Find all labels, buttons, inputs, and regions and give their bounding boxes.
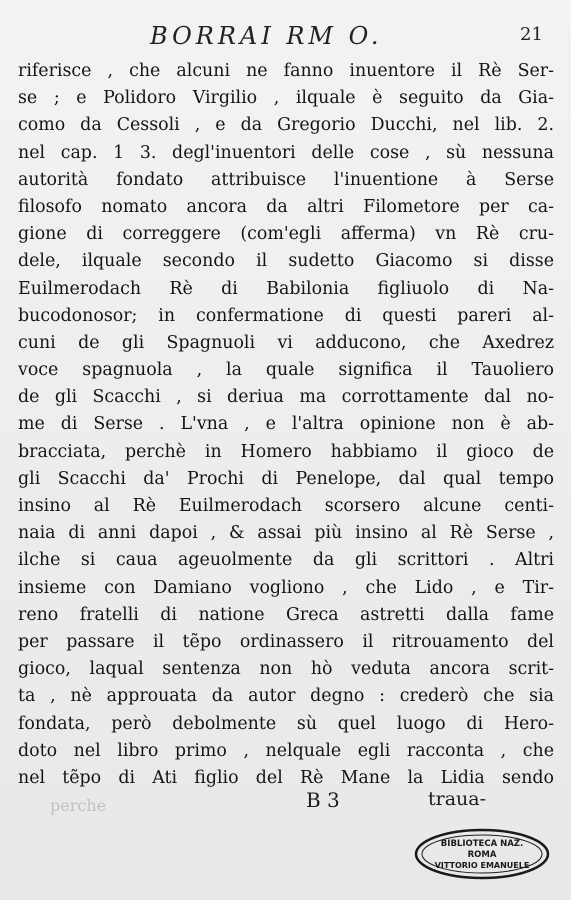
stamp-line-2: ROMA xyxy=(467,850,497,860)
text-line: naia di anni dapoi , & assai più insino al Rè Serse , xyxy=(18,523,554,544)
show-through-text: perche xyxy=(50,796,107,815)
text-line: insino al Rè Euilmerodach scorsero alcune centi- xyxy=(18,496,554,516)
catchword: traua- xyxy=(428,788,487,810)
stamp-line-1: BIBLIOTECA NAZ. xyxy=(440,839,524,849)
page-number: 21 xyxy=(520,24,543,45)
text-line: ta , nè approuata da autor degno : crederò che sia xyxy=(18,686,554,707)
text-line: fondata, però debolmente sù quel luogo di Hero- xyxy=(18,713,554,734)
text-line: reno fratelli di natione Greca astretti dalla fame xyxy=(18,604,554,625)
library-stamp xyxy=(412,826,552,882)
text-line: doto nel libro primo , nelquale egli racconta , che xyxy=(18,740,554,761)
text-line: filosofo nomato ancora da altri Filometore per ca- xyxy=(18,196,554,217)
text-line: autorità fondato attribuisce l'inuentione à Serse xyxy=(18,169,554,190)
signature-mark: B 3 xyxy=(306,788,340,812)
text-line: se ; e Polidoro Virgilio , ilquale è seguito da Gia- xyxy=(18,88,554,109)
text-line: dele, ilquale secondo il sudetto Giacomo si disse xyxy=(18,251,554,272)
body-text xyxy=(18,58,554,792)
text-line: gione di correggere (com'egli afferma) vn Rè cru- xyxy=(18,224,554,245)
text-line: gli Scacchi da' Prochi di Penelope, dal qual tempo xyxy=(18,468,554,489)
page-footer xyxy=(0,788,571,818)
text-line: me di Serse . L'vna , e l'altra opinione non è ab- xyxy=(18,414,554,435)
running-head: BORRAI RM O. xyxy=(150,22,383,50)
text-line: per passare il tẽpo ordinassero il ritrouamento del xyxy=(18,631,554,652)
text-line: gioco, laqual sentenza non hò veduta ancora scrit- xyxy=(18,659,554,680)
text-line: bucodonosor; in confermatione di questi pareri al- xyxy=(18,305,554,326)
text-line: nel cap. 1 3. degl'inuentori delle cose , sù nessuna xyxy=(18,142,554,163)
text-line: cuni de gli Spagnuoli vi adducono, che Axedrez xyxy=(18,332,554,353)
text-line: riferisce , che alcuni ne fanno inuentore il Rè Ser- xyxy=(18,61,554,81)
text-line: insieme con Damiano vogliono , che Lido , e Tir- xyxy=(18,577,554,598)
text-line: Euilmerodach Rè di Babilonia figliuolo di Na- xyxy=(18,278,554,299)
text-line: bracciata, perchè in Homero habbiamo il gioco de xyxy=(18,441,554,462)
text-line: ilche si caua ageuolmente da gli scrittori . Altri xyxy=(18,550,554,571)
page-header xyxy=(0,22,571,52)
text-line: nel tẽpo di Ati figlio del Rè Mane la Lidia sendo xyxy=(18,767,554,788)
text-line: de gli Scacchi , si deriua ma corrottamente dal no- xyxy=(18,387,554,408)
stamp-line-3: VITTORIO EMANUELE xyxy=(434,861,530,870)
text-line: voce spagnuola , la quale significa il Tauoliero xyxy=(18,360,554,381)
text-line: como da Cessoli , e da Gregorio Ducchi, nel lib. 2. xyxy=(18,115,554,136)
